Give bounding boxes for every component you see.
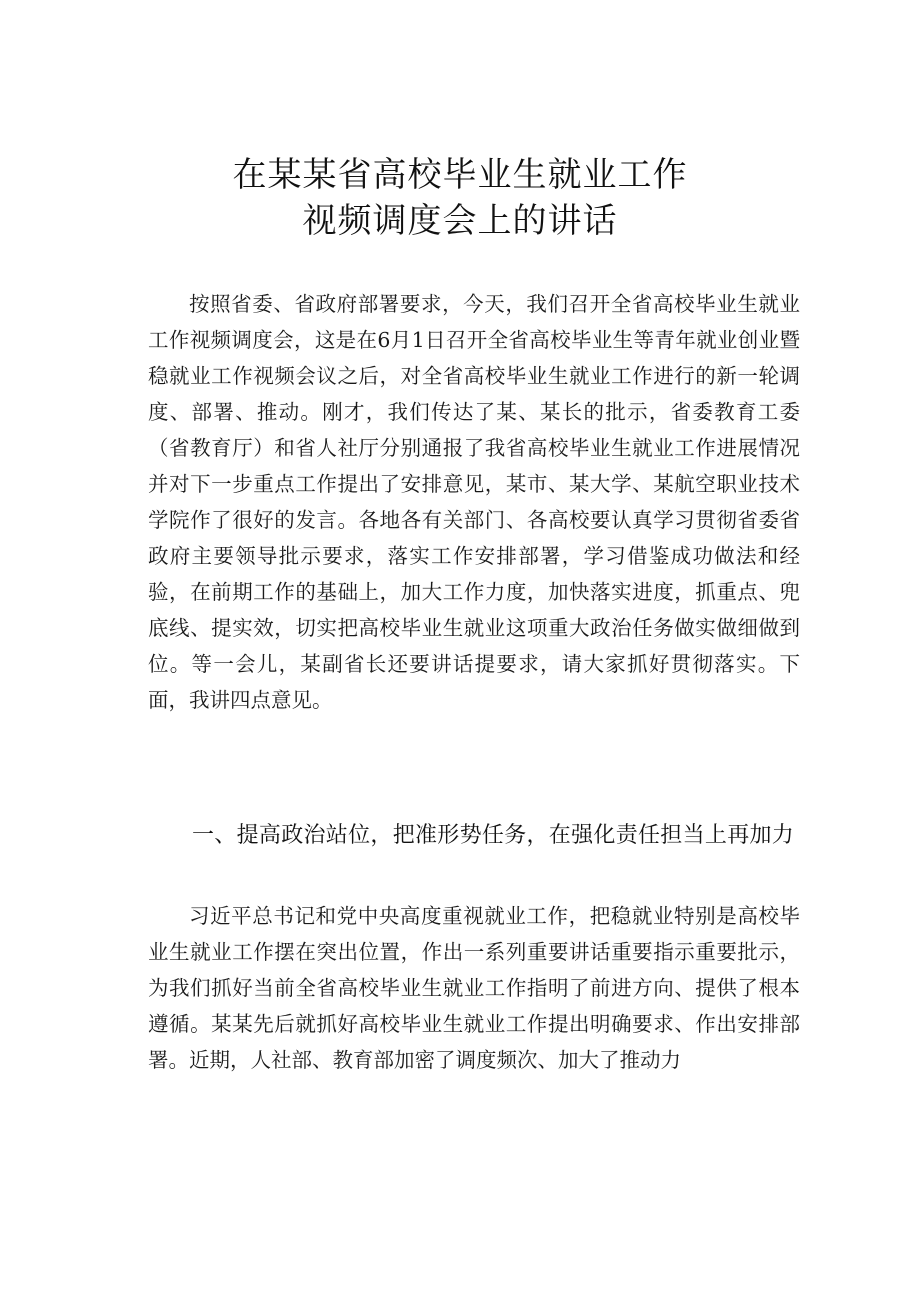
section-1-paragraph: 习近平总书记和党中央高度重视就业工作，把稳就业特别是高校毕业生就业工作摆在突出位置，作出一系列重要讲话重要指示重要批示，为我们抓好当前全省高校毕业生就业工作指明了前进方向、提供了根本遵循。某某先后就抓好高校毕业生就业工作提出明确要求、作出安排部署。近期，人社部、教育部加密了调度频次、加大了推动力 [148, 904, 800, 1072]
title-line-1: 在某某省高校毕业生就业工作 [232, 155, 688, 195]
document-title [0, 152, 920, 244]
section-heading-1: 一、提高政治站位，把准形势任务，在强化责任担当上再加力 [192, 823, 795, 848]
title-line-2: 视频调度会上的讲话 [302, 201, 618, 241]
intro-paragraph: 按照省委、省政府部署要求，今天，我们召开全省高校毕业生就业工作视频调度会，这是在6月1日召开全省高校毕业生等青年就业创业暨稳就业工作视频会议之后，对全省高校毕业生就业工作进行的新一轮调度、部署、推动。刚才，我们传达了某、某长的批示，省委教育工委（省教育厅）和省人社厅分别通报了我省高校毕业生就业工作进展情况并对下一步重点工作提出了安排意见，某市、某大学、某航空职业技术学院作了很好的发言。各地各有关部门、各高校要认真学习贯彻省委省政府主要领导批示要求，落实工作安排部署，学习借鉴成功做法和经验，在前期工作的基础上，加大工作力度，加快落实进度，抓重点、兜底线、提实效，切实把高校毕业生就业这项重大政治任务做实做细做到位。等一会儿，某副省长还要讲话提要求，请大家抓好贯彻落实。下面，我讲四点意见。 [148, 292, 800, 712]
